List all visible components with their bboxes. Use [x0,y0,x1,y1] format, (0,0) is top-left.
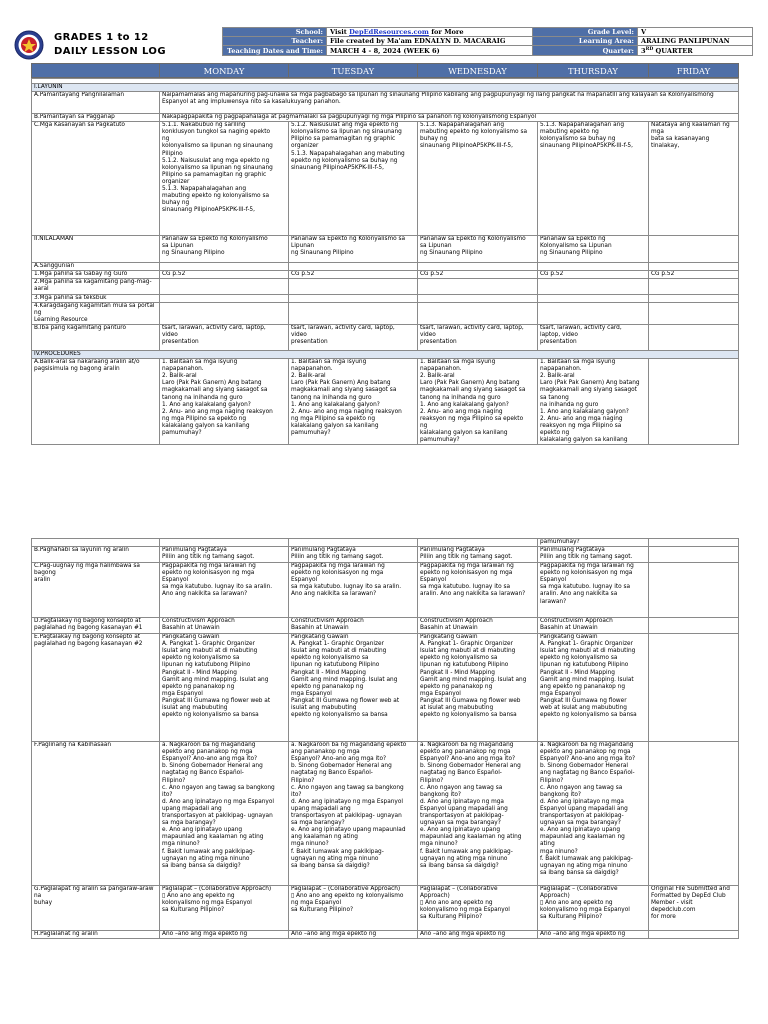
label-sanggunian: A.Sanggunian [32,263,160,271]
row-pamantayang-pangnilalaman [32,92,739,114]
row-paghahabi [32,547,739,563]
kasanayan-tuesday: 5.1.2. Naisusulat ang mga epekto ng kolonyalismo sa lipunan ng sinaunang Pilipino sa pamamagitan ng graphic organizer 5.1.3. Napapahalagahan ang mabuting epekto ng kolonyalismo sa buhay ng sinaunang PilipinoAP5KPK-III-f-5, [289,122,418,236]
pagtalakay-2-thursday: Pangkatang Gawain A. Pangkat 1- Graphic Organizer Isulat ang mabuti at di mabuting epekto ng kolonyalismo sa lipunan ng katutubong Pilipino Pangkat II - Mind Mapping Gamit ang mind mapping. Isulat ang epekto ng pananakop ng mga Espanyol Pangkat III Gumawa ng flower web at isulat ang mabubuting epekto ng kolonyalismo sa bansa [538,634,649,742]
nilalaman-wednesday: Pananaw sa Epekto ng Kolonyalismo sa Lipunan ng Sinaunang Pilipino [418,236,538,263]
quarter-value: 3RD QUARTER [638,46,753,56]
text-pamantayan-sa-pagganap: Nakapagpapakita ng pagpapahalaga at pagmamalaki sa pagpupunyagi ng mga Pilipino sa panahon ng kolonyalismong Espanyol [160,114,739,122]
iba-wednesday: tsart, larawan, activity card, laptop, video presentation [418,324,538,350]
teaching-dates-label: Teaching Dates and Time: [223,46,327,56]
gabay-tuesday: CG p.52 [289,271,418,279]
teacher-value: File created by Ma'am EDNALYN D. MACARAIG [327,37,533,46]
header-info-table [222,27,753,56]
teaching-dates-value: MARCH 4 - 8, 2024 (WEEK 6) [327,46,533,56]
grade-level-value: V [638,28,753,37]
row-pag-uugnay [32,563,739,618]
row-paglinang [32,742,739,886]
school-label: School: [223,28,327,37]
pag-uugnay-friday [649,563,739,618]
pagtalakay-1-tuesday: Constructivism Approach Basahin at Unawain [289,618,418,634]
day-header-blank [32,64,160,78]
paghahabi-friday [649,547,739,563]
paglinang-monday: a. Nagkaroon ba ng magandang epekto ang pananakop ng mga Espanyol? Ano-ano ang mga ito? b. Sinong Gobernador Heneral ang nagtatag ng Banco Español- Filipino? c. Ano ngayon ang tawag sa bangkong ito? d. Ano ang ipinatayo ng mga Espanyol upang mapadali ang transportasyon at pakikipag- ugnayan sa mga barangay? e. Ano ang ipinatayo upang mapaunlad ang kaalaman ng ating mga ninuno? f. Bakit lumawak ang pakikipag- ugnayan ng ating mga ninuno sa ibang bansa sa daigdig? [160,742,289,886]
iba-thursday: tsart, larawan, activity card, laptop, video presentation [538,324,649,350]
paglalapat-tuesday: Paglalapat – (Collaborative Approach) ▯ Ano ano ang epekto ng kolonyalismo ng mga Espanyol sa Kulturang Pilipino? [289,886,418,931]
document-title [54,31,166,59]
row-sanggunian [32,263,739,271]
row-gabay-ng-guro [32,271,739,279]
paglinang-tuesday: a. Nagkaroon ba ng magandang epekto ang pananakop ng mga Espanyol? Ano-ano ang mga ito? b. Sinong Gobernador Heneral ang nagtatag ng Banco Español- Filipino? c. Ano ngayon ang tawag sa bangkong ito? d. Ano ang ipinatayo ng mga Espanyol upang mapadali ang transportasyon at pakikipag- ugnayan sa mga barangay? e. Ano ang ipinatayo upang mapaunlad ang kaalaman ng ating mga ninuno? f. Bakit lumawak ang pakikipag- ugnayan ng ating mga ninuno sa ibang bansa sa daigdig? [289,742,418,886]
depedclub-credit-note: Original File Submitted and Formatted by DepEd Club Member - visit depedclub.com for more [649,886,739,931]
pagtalakay-1-thursday: Constructivism Approach Basahin at Unawain [538,618,649,634]
iba-friday [649,324,739,350]
gabay-thursday: CG p.52 [538,271,649,279]
row-teksbuk [32,294,739,302]
row-karagdagang-kagamitan [32,302,739,324]
balik-aral-tuesday: 1. Balitaan sa mga isyung napapanahon. 2. Balik-aral Laro (Pak Pak Ganern) Ang batang magkakamali ang siyang sasagot sa tanong na inihanda ng guro 1. Ano ang kalakalang galyon? 2. Anu- ano ang mga naging reaksyon ng mga Pilipino sa epekto ng kalakalang galyon sa kanilang pamumuhay? [289,359,418,445]
label-kagamitang-pang-mag-aaral: 2.Mga pahina sa kagamitang pang-mag-aaral [32,279,160,294]
row-continuation [32,539,739,547]
quarter-label: Quarter: [533,46,638,56]
row-pagtalakay-1 [32,618,739,634]
label-pamantayan-sa-pagganap: B.Pamantayan sa Pagganap [32,114,160,122]
pag-uugnay-thursday: Pagpapakita ng mga larawan ng epekto ng kolonisasyon ng mga Espanyol sa mga katutubo. Iugnay ito sa aralin. Ano ang nakikita sa larawan? [538,563,649,618]
gabay-monday: CG p.52 [160,271,289,279]
pag-uugnay-tuesday: Pagpapakita ng mga larawan ng epekto ng kolonisasyon ng mga Espanyol sa mga katutubo. Iugnay ito sa aralin. Ano ang nakikita sa larawan? [289,563,418,618]
row-pamantayan-sa-pagganap [32,114,739,122]
paglalahat-friday [649,931,739,939]
pagtalakay-2-monday: Pangkatang Gawain A. Pangkat 1- Graphic Organizer Isulat ang mabuti at di mabuting epekto ng kolonyalismo sa lipunan ng katutubong Pilipino Pangkat II - Mind Mapping Gamit ang mind mapping. Isulat ang epekto ng pananakop ng mga Espanyol Pangkat III Gumawa ng flower web at isulat ang mabubuting epekto ng kolonyalismo sa bansa [160,634,289,742]
paglinang-thursday: a. Nagkaroon ba ng magandang epekto ang pananakop ng mga Espanyol? Ano-ano ang mga ito? b. Sinong Gobernador Heneral ang nagtatag ng Banco Español- Filipino? c. Ano ngayon ang tawag sa bangkong ito? d. Ano ang ipinatayo ng mga Espanyol upang mapadali ang transportasyon at pakikipag- ugnayan sa mga barangay? e. Ano ang ipinatayo upang mapaunlad ang kaalaman ng ating mga ninuno? f. Bakit lumawak ang pakikipag- ugnayan ng ating mga ninuno sa ibang bansa sa daigdig? [538,742,649,886]
pagtalakay-2-friday [649,634,739,742]
pag-uugnay-monday: Pagpapakita ng mga larawan ng epekto ng kolonisasyon ng mga Espanyol sa mga katutubo. Iugnay ito sa aralin. Ano ang nakikita sa larawan? [160,563,289,618]
paghahabi-tuesday: Panimulang Pagtataya Piliin ang titik ng tamang sagot. [289,547,418,563]
grade-level-label: Grade Level: [533,28,638,37]
kasanayan-wednesday: 5.1.3. Napapahalagahan ang mabuting epekto ng kolonyalismo sa buhay ng sinaunang PilipinoAP5KPK-III-f-5, [418,122,538,236]
label-nilalaman: II.NILALAMAN [32,236,160,263]
paglalapat-monday: Paglalapat – (Collaborative Approach) ▯ Ano ano ang epekto ng kolonyalismo ng mga Espanyol sa Kulturang Pilipino? [160,886,289,931]
row-iba-pang-kagamitan [32,324,739,350]
day-friday: FRIDAY [649,64,739,78]
lesson-grid-part-2 [31,538,739,939]
teacher-label: Teacher: [223,37,327,46]
title-grades: GRADES 1 to 12 [54,32,149,43]
row-nilalaman [32,236,739,263]
paglalahat-wednesday: Ano –ano ang mga epekto ng [418,931,538,939]
kasanayan-thursday: 5.1.3. Napapahalagahan ang mabuting epekto ng kolonyalismo sa buhay ng sinaunang PilipinoAP5KPK-III-f-5, [538,122,649,236]
label-karagdagang-kagamitan: 4.Karagdagang kagamitan mula sa portal ng Learning Resource [32,302,160,324]
iba-monday: tsart, larawan, activity card, laptop, video presentation [160,324,289,350]
lesson-grid-part-1 [31,78,739,445]
paghahabi-thursday: Panimulang Pagtataya Piliin ang titik ng tamang sagot. [538,547,649,563]
pagtalakay-1-friday [649,618,739,634]
nilalaman-friday [649,236,739,263]
row-balik-aral [32,359,739,445]
deped-seal-icon [14,30,44,60]
label-paglinang: F.Paglinang na Kabihasaan [32,742,160,886]
row-layunin [32,84,739,92]
paglalahat-monday: Ano –ano ang mga epekto ng [160,931,289,939]
label-pagtalakay-1: D.Pagtalakay ng bagong konsepto at paglalahad ng bagong kasanayan #1 [32,618,160,634]
label-pag-uugnay: C.Pag-uugnay ng mga halimbawa sa bagong aralin [32,563,160,618]
text-pamantayang-pangnilalaman: Naipamamalas ang mapanuring pag-unawa sa mga pagbabago sa lipunan ng sinaunang Pilipino kabilang ang pagpupunyagi ng ilang pangkat na mapanatili ang kalayaan sa Kolonyalismong Espanyol at ang impluwensya nito sa kasalukuyang panahon. [160,92,739,114]
pagtalakay-2-tuesday: Pangkatang Gawain A. Pangkat 1- Graphic Organizer Isulat ang mabuti at di mabuting epekto ng kolonyalismo sa lipunan ng katutubong Pilipino Pangkat II - Mind Mapping Gamit ang mind mapping. Isulat ang epekto ng pananakop ng mga Espanyol Pangkat III Gumawa ng flower web at isulat ang mabubuting epekto ng kolonyalismo sa bansa [289,634,418,742]
balik-aral-thursday-continued: pamumuhay? [538,539,649,547]
balik-aral-monday: 1. Balitaan sa mga isyung napapanahon. 2. Balik-aral Laro (Pak Pak Ganern) Ang batang magkakamali ang siyang sasagot sa tanong na inihanda ng guro 1. Ano ang kalakalang galyon? 2. Anu- ano ang mga naging reaksyon ng mga Pilipino sa epekto ng kalakalang galyon sa kanilang pamumuhay? [160,359,289,445]
section-layunin: I.LAYUNIN [32,84,739,92]
row-procedures [32,350,739,358]
row-pagtalakay-2 [32,634,739,742]
row-kasanayan [32,122,739,236]
pagtalakay-1-monday: Constructivism Approach Basahin at Unawain [160,618,289,634]
nilalaman-monday: Pananaw sa Epekto ng Kolonyalismo sa Lipunan ng Sinaunang Pilipino [160,236,289,263]
day-monday: MONDAY [160,64,289,78]
label-iba-pang-kagamitan: B.Iba pang kagamitang panturo [32,324,160,350]
label-paghahabi: B.Paghahabi sa layunin ng aralin [32,547,160,563]
day-tuesday: TUESDAY [289,64,418,78]
kasanayan-monday: 5.1.1. Nakabubuo ng sariling konklusyon tungkol sa naging epekto ng kolonyalismo sa lipunan ng sinaunang Pilipino 5.1.2. Naisusulat ang mga epekto ng kolonyalismo sa lipunan ng sinaunang Pilipino sa pamamagitan ng graphic organizer 5.1.3. Napapahalagahan ang mabuting epekto ng kolonyalismo sa buhay ng sinaunang PilipinoAP5KPK-III-f-5, [160,122,289,236]
day-header-row [31,63,739,78]
label-paglalahat: H.Paglalahat ng aralin [32,931,160,939]
day-wednesday: WEDNESDAY [418,64,538,78]
row-paglalahat [32,931,739,939]
iba-tuesday: tsart, larawan, activity card, laptop, video presentation [289,324,418,350]
depedresources-link[interactable]: DepEdResources.com [349,28,429,36]
day-thursday: THURSDAY [538,64,649,78]
label-pamantayang-pangnilalaman: A.Pamantayang Pangnilalaman [32,92,160,114]
label-paglalapat: G.Paglalapat ng aralin sa pangaraw-araw na buhay [32,886,160,931]
gabay-wednesday: CG p.52 [418,271,538,279]
row-kagamitang-pang-mag-aaral [32,279,739,294]
document-header [14,27,754,63]
label-pagtalakay-2: E.Pagtalakay ng bagong konsepto at paglalahad ng bagong kasanayan #2 [32,634,160,742]
label-teksbuk: 3.Mga pahina sa teksbuk [32,294,160,302]
paghahabi-wednesday: Panimulang Pagtataya Piliin ang titik ng tamang sagot. [418,547,538,563]
balik-aral-thursday: 1. Balitaan sa mga isyung napapanahon. 2. Balik-aral Laro (Pak Pak Ganern) Ang batang magkakamali ang siyang sasagot sa tanong na inihanda ng guro 1. Ano ang kalakalang galyon? 2. Anu- ano ang mga naging reaksyon ng mga Pilipino sa epekto ng kalakalang galyon sa kanilang [538,359,649,445]
row-paglalapat [32,886,739,931]
paglinang-friday [649,742,739,886]
pag-uugnay-wednesday: Pagpapakita ng mga larawan ng epekto ng kolonisasyon ng mga Espanyol sa mga katutubo. Iugnay ito sa aralin. Ano ang nakikita sa larawan? [418,563,538,618]
label-kasanayan: C.Mga Kasanayan sa Pagkatuto [32,122,160,236]
section-procedures: IV.PROCEDURES [32,350,739,358]
learning-area-label: Learning Area: [533,37,638,46]
label-balik-aral: A.Balik-aral sa nakaraang aralin at/o pagsisimula ng bagong aralin [32,359,160,445]
pagtalakay-1-wednesday: Constructivism Approach Basahin at Unawain [418,618,538,634]
gabay-friday: CG p.52 [649,271,739,279]
title-daily-lesson-log: DAILY LESSON LOG [54,46,166,57]
paghahabi-monday: Panimulang Pagtataya Piliin ang titik ng tamang sagot. [160,547,289,563]
paglinang-wednesday: a. Nagkaroon ba ng magandang epekto ang pananakop ng mga Espanyol? Ano-ano ang mga ito? b. Sinong Gobernador Heneral ang nagtatag ng Banco Español- Filipino? c. Ano ngayon ang tawag sa bangkong ito? d. Ano ang ipinatayo ng mga Espanyol upang mapadali ang transportasyon at pakikipag- ugnayan sa mga barangay? e. Ano ang ipinatayo upang mapaunlad ang kaalaman ng ating mga ninuno? f. Bakit lumawak ang pakikipag- ugnayan ng ating mga ninuno sa ibang bansa sa daigdig? [418,742,538,886]
paglalapat-thursday: Paglalapat – (Collaborative Approach) ▯ Ano ano ang epekto ng kolonyalismo ng mga Espanyol sa Kulturang Pilipino? [538,886,649,931]
kasanayan-friday: Natataya ang kaalaman ng mga bata sa kasanayang tinalakay, [649,122,739,236]
balik-aral-wednesday: 1. Balitaan sa mga isyung napapanahon. 2. Balik-aral Laro (Pak Pak Ganern) Ang batang magkakamali ang siyang sasagot sa tanong na inihanda ng guro 1. Ano ang kalakalang galyon? 2. Anu- ano ang mga naging reaksyon ng mga Pilipino sa epekto ng kalakalang galyon sa kanilang pamumuhay? [418,359,538,445]
nilalaman-thursday: Pananaw sa Epekto ng Kolonyalismo sa Lipunan ng Sinaunang Pilipino [538,236,649,263]
nilalaman-tuesday: Pananaw sa Epekto ng Kolonyalismo sa Lipunan ng Sinaunang Pilipino [289,236,418,263]
pagtalakay-2-wednesday: Pangkatang Gawain A. Pangkat 1- Graphic Organizer Isulat ang mabuti at di mabuting epekto ng kolonyalismo sa lipunan ng katutubong Pilipino Pangkat II - Mind Mapping Gamit ang mind mapping. Isulat ang epekto ng pananakop ng mga Espanyol Pangkat III Gumawa ng flower web at isulat ang mabubuting epekto ng kolonyalismo sa bansa [418,634,538,742]
label-gabay-ng-guro: 1.Mga pahina sa Gabay ng Guro [32,271,160,279]
paglalahat-thursday: Ano –ano ang mga epekto ng [538,931,649,939]
balik-aral-friday [649,359,739,445]
school-value: Visit DepEdResources.com for More [327,28,533,37]
paglalahat-tuesday: Ano –ano ang mga epekto ng [289,931,418,939]
learning-area-value: ARALING PANLIPUNAN [638,37,753,46]
paglalapat-wednesday: Paglalapat – (Collaborative Approach) ▯ Ano ano ang epekto ng kolonyalismo ng mga Espanyol sa Kulturang Pilipino? [418,886,538,931]
